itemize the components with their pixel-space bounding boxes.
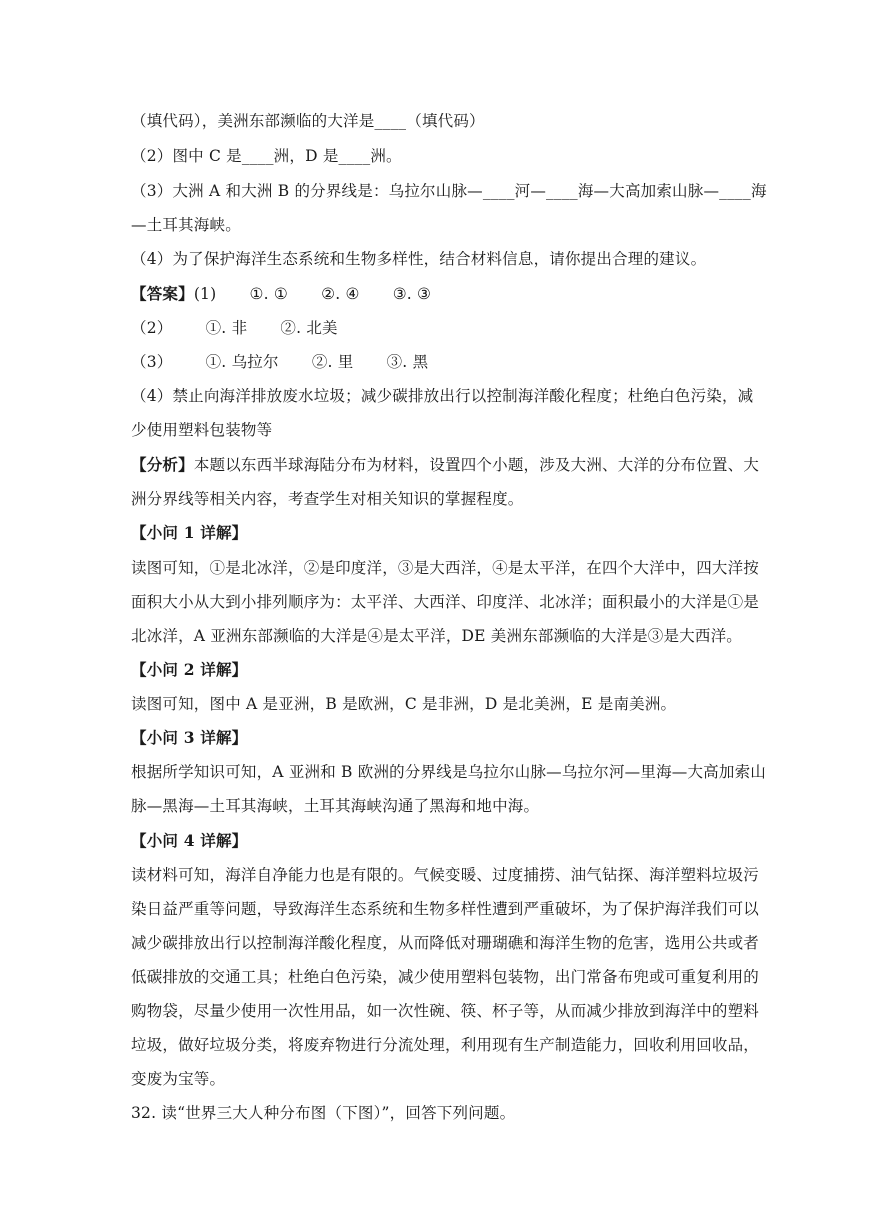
answer-row-1-item-1: ①. ① <box>249 285 288 303</box>
answer-row-3 <box>131 352 741 372</box>
answer-line-4a: （4）禁止向海洋排放废水垃圾；减少碳排放出行以控制海洋酸化程度；杜绝白色污染，减 <box>131 387 754 405</box>
q4-line-1: 读材料可知，海洋自净能力也是有限的。气候变暖、过度捕捞、油气钻探、海洋塑料垃圾污 <box>131 866 760 884</box>
answer-row-2 <box>131 318 741 338</box>
question-line-4: —土耳其海峡。 <box>131 216 241 234</box>
answer-line-4b: 少使用塑料包装物等 <box>131 421 273 439</box>
q4-line-6: 垃圾，做好垃圾分类，将废弃物进行分流处理，利用现有生产制造能力，回收利用回收品， <box>131 1036 760 1054</box>
q3-line-1: 根据所学知识可知，A 亚洲和 B 欧洲的分界线是乌拉尔山脉—乌拉尔河—里海—大高加索山 <box>131 763 766 781</box>
q2-line-1: 读图可知，图中 A 是亚洲，B 是欧洲，C 是非洲，D 是北美洲，E 是南美洲。 <box>131 695 677 713</box>
q4-line-7: 变废为宝等。 <box>131 1070 226 1088</box>
q2-heading: 【小问 2 详解】 <box>131 660 248 679</box>
q3-heading: 【小问 3 详解】 <box>131 728 248 747</box>
next-question: 32. 读“世界三大人种分布图（下图）”，回答下列问题。 <box>131 1104 516 1122</box>
answer-row-2-num: （2） <box>131 319 173 337</box>
q4-line-4: 低碳排放的交通工具；杜绝白色污染，减少使用塑料包装物，出门常备布兜或可重复利用的 <box>131 968 760 986</box>
analysis-line-2: 洲分界线等相关内容，考查学生对相关知识的掌握程度。 <box>131 490 524 508</box>
answer-row-3-item-1: ①. 乌拉尔 <box>205 353 279 371</box>
question-line-5: （4）为了保护海洋生态系统和生物多样性，结合材料信息，请你提出合理的建议。 <box>131 250 707 268</box>
answer-row-2-item-1: ①. 非 <box>205 319 248 337</box>
q3-line-2: 脉—黑海—土耳其海峡，土耳其海峡沟通了黑海和地中海。 <box>131 797 540 815</box>
q1-line-2: 面积大小从大到小排列顺序为：太平洋、大西洋、印度洋、北冰洋；面积最小的大洋是①是 <box>131 593 760 611</box>
answer-row-1-item-3: ③. ③ <box>392 285 432 303</box>
analysis-line-1 <box>131 455 760 475</box>
answer-row-1-item-2: ②. ④ <box>321 285 360 303</box>
answer-row-3-num: （3） <box>131 353 173 371</box>
answer-row-1 <box>131 284 741 304</box>
answer-row-3-item-3: ③. 黑 <box>386 353 429 371</box>
q4-line-3: 减少碳排放出行以控制海洋酸化程度，从而降低对珊瑚礁和海洋生物的危害，选用公共或者 <box>131 934 760 952</box>
answer-row-1-num: (1) <box>193 285 217 303</box>
answer-label: 【答案】 <box>131 284 194 303</box>
question-line-1: （填代码），美洲东部濒临的大洋是____（填代码） <box>131 112 485 130</box>
q4-heading: 【小问 4 详解】 <box>131 831 248 850</box>
answer-row-3-item-2: ②. 里 <box>311 353 354 371</box>
q1-heading: 【小问 1 详解】 <box>131 523 248 542</box>
analysis-label: 【分析】 <box>131 455 194 474</box>
q4-line-5: 购物袋，尽量少使用一次性用品，如一次性碗、筷、杯子等，从而减少排放到海洋中的塑料 <box>131 1002 760 1020</box>
q4-line-2: 染日益严重等问题，导致海洋生态系统和生物多样性遭到严重破坏，为了保护海洋我们可以 <box>131 900 760 918</box>
analysis-text-1: 本题以东西半球海陆分布为材料，设置四个小题，涉及大洲、大洋的分布位置、大 <box>193 456 760 474</box>
q1-line-1: 读图可知，①是北冰洋，②是印度洋，③是大西洋，④是太平洋，在四个大洋中，四大洋按 <box>131 559 760 577</box>
question-line-3: （3）大洲 A 和大洲 B 的分界线是：乌拉尔山脉—____河—____海—大高加索山脉—____海 <box>131 182 767 200</box>
answer-row-2-item-2: ②. 北美 <box>280 319 338 337</box>
question-line-2: （2）图中 C 是____洲，D 是____洲。 <box>131 147 402 165</box>
q1-line-3: 北冰洋，A 亚洲东部濒临的大洋是④是太平洋，DE 美洲东部濒临的大洋是③是大西洋。 <box>131 627 742 645</box>
